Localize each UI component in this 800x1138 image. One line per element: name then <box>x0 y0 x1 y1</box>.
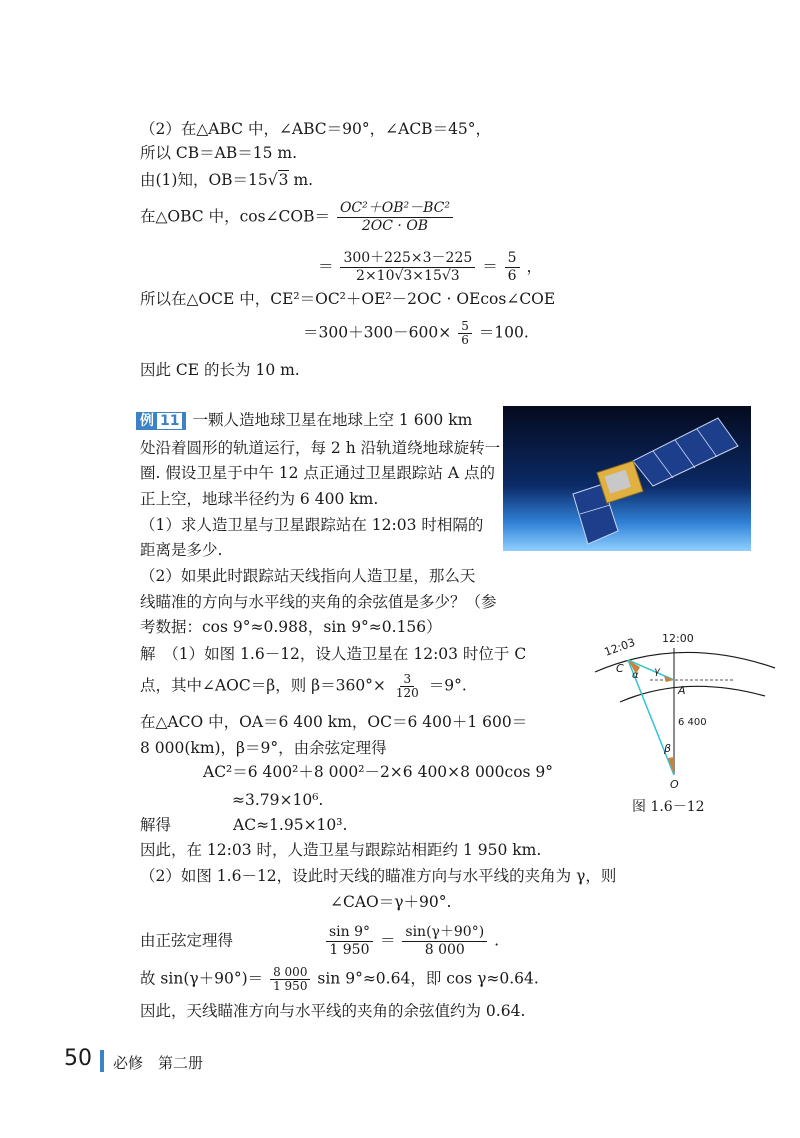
page-number: 50 <box>64 1046 92 1071</box>
example-line: 正上空，地球半径约为 6 400 km. <box>140 490 379 508</box>
example-line: 距离是多少. <box>140 541 223 559</box>
gamma-label: γ <box>654 666 660 677</box>
solution-line: 8 000(km)，β＝9°，由余弦定理得 <box>140 739 387 757</box>
denominator: 2OC · OB <box>361 218 429 234</box>
numerator: 3 <box>400 673 414 687</box>
text: AC≈1.95×10³. <box>233 816 348 834</box>
solution-line <box>140 673 467 700</box>
example-label: 例 <box>140 413 154 429</box>
text: ＝ <box>318 257 334 276</box>
example-line: 处沿着圆形的轨道运行，每 2 h 沿轨道绕地球旋转一 <box>140 439 501 457</box>
label-1200: 12:00 <box>662 632 694 645</box>
text: ＝9°. <box>428 676 467 695</box>
example-line: （1）求人造卫星与卫星跟踪站在 12:03 时相隔的 <box>140 516 484 534</box>
text: 解得 <box>140 816 172 834</box>
denominator: 2×10√3×15√3 <box>356 268 460 284</box>
figure-caption: 图 1.6－12 <box>632 799 705 815</box>
fraction <box>337 200 453 235</box>
solution-line <box>140 924 499 959</box>
text: ＝300＋300－600× <box>303 323 452 342</box>
solution-conclusion: 因此，天线瞄准方向与水平线的夹角的余弦值约为 0.64. <box>140 1002 526 1020</box>
example-badge <box>136 412 186 430</box>
solution-line <box>140 170 313 190</box>
cosine-formula-line <box>140 200 455 235</box>
example-line: （2）如果此时跟踪站天线指向人造卫星，那么天 <box>140 567 476 585</box>
solution-line: 因此，在 12:03 时，人造卫星与跟踪站相距约 1 950 km. <box>140 841 542 859</box>
example-line: 线瞄准的方向与水平线的夹角的余弦值是多少？（参 <box>140 593 497 611</box>
solution-line <box>303 320 529 347</box>
text: 由正弦定理得 <box>140 931 234 950</box>
fraction <box>393 673 422 700</box>
book-title: 必修 第二册 <box>113 1054 204 1072</box>
solution-line: AC²＝6 400²＋8 000²－2×6 400×8 000cos 9° <box>203 763 554 781</box>
solution-line: 在△ACO 中，OA＝6 400 km，OC＝6 400＋1 600＝ <box>140 713 528 731</box>
text: m. <box>288 171 314 189</box>
numerator: 5 <box>458 320 472 334</box>
fraction <box>402 924 487 959</box>
numerator: 8 000 <box>270 966 310 980</box>
example-line <box>136 410 472 431</box>
text: 一颗人造地球卫星在地球上空 1 600 km <box>192 411 473 429</box>
numerator: sin 9° <box>326 924 373 942</box>
denominator: 6 <box>461 333 469 347</box>
radius-label: 6 400 <box>678 717 707 728</box>
denominator: 8 000 <box>424 942 465 958</box>
numerator: 300＋225×3－225 <box>340 250 475 268</box>
text: ＝ <box>482 257 498 276</box>
denominator: 1 950 <box>273 979 308 993</box>
solution-line: 因此 CE 的长为 10 m. <box>140 361 300 379</box>
fraction <box>458 320 472 347</box>
orbit-diagram <box>590 630 780 790</box>
alpha-label: α <box>632 670 639 681</box>
example-line: 圈. 假设卫星于中午 12 点正通过卫星跟踪站 A 点的 <box>140 464 495 482</box>
label-1203: 12:03 <box>602 635 637 659</box>
solution-line: 解 （1）如图 1.6－12，设人造卫星在 12:03 时位于 C <box>140 645 527 663</box>
text: ＝100. <box>478 323 529 342</box>
text: 由(1)知，OB＝15 <box>140 171 268 189</box>
fraction <box>270 966 310 993</box>
solution-line <box>140 815 347 835</box>
numerator: sin(γ＋90°) <box>402 924 487 942</box>
solution-line: 所以 CB＝AB＝15 m. <box>140 144 298 162</box>
beta-label: β <box>664 742 672 755</box>
point-o-label: O <box>670 778 679 790</box>
text: . <box>494 931 500 950</box>
solution-line: ≈3.79×10⁶. <box>232 791 324 809</box>
fraction <box>340 250 475 285</box>
denominator: 6 <box>507 268 517 284</box>
fraction <box>505 250 520 285</box>
sqrt-value: 3 <box>278 171 289 189</box>
text: sin 9°≈0.64，即 cos γ≈0.64. <box>317 969 539 988</box>
point-c-label: C <box>616 662 624 675</box>
text: ＝ <box>379 931 396 950</box>
numerator: 5 <box>505 250 520 268</box>
solution-part2-line: （2）在△ABC 中，∠ABC＝90°，∠ACB＝45°， <box>140 120 492 138</box>
text: 故 sin(γ＋90°)＝ <box>140 969 264 988</box>
solution-line: ∠CAO＝γ＋90°. <box>330 893 452 911</box>
denominator: 1 950 <box>329 942 370 958</box>
example-line: 考数据：cos 9°≈0.988，sin 9°≈0.156） <box>140 618 442 636</box>
text: 点，其中∠AOC＝β，则 β＝360°× <box>140 676 386 695</box>
cosine-value-line <box>318 250 542 285</box>
sqrt-sign: √ <box>267 171 278 189</box>
numerator: OC²＋OB²－BC² <box>337 200 453 218</box>
satellite-image <box>503 406 751 551</box>
solution-line <box>140 966 539 993</box>
point-a-label: A <box>678 684 686 697</box>
denominator: 120 <box>395 686 419 700</box>
footer-divider <box>100 1050 104 1072</box>
example-number: 11 <box>157 413 182 429</box>
text: ， <box>526 257 543 276</box>
solution-line: （2）如图 1.6－12，设此时天线的瞄准方向与水平线的夹角为 γ，则 <box>140 867 617 885</box>
fraction <box>326 924 373 959</box>
solution-line: 所以在△OCE 中，CE²＝OC²＋OE²－2OC · OEcos∠COE <box>140 290 556 308</box>
text: 在△OBC 中，cos∠COB＝ <box>140 207 331 226</box>
beta-angle <box>668 757 674 775</box>
